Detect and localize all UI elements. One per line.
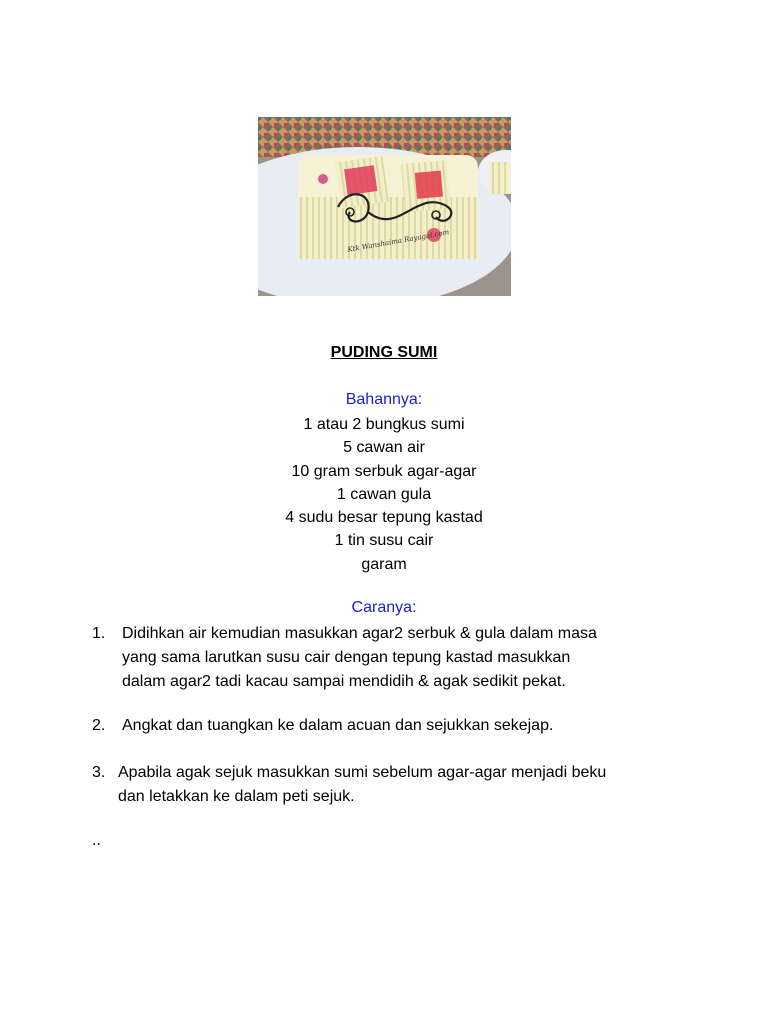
ingredient-item: 10 gram serbuk agar-agar: [291, 462, 477, 480]
ingredient-item: 4 sudu besar tepung kastad: [285, 509, 483, 527]
step-number: 1.: [92, 625, 106, 642]
step-number: 3.: [92, 764, 106, 781]
ingredient-item: 1 cawan gula: [336, 485, 432, 503]
step-3: [92, 761, 692, 809]
step-2: [92, 714, 692, 738]
step-line: Apabila agak sejuk masukkan sumi sebelum agar-agar menjadi beku: [118, 764, 607, 781]
watermark-text: Ktk Wanshaima Rayagal.com: [346, 228, 450, 254]
step-1: [92, 622, 692, 694]
pudding-photo: [258, 117, 511, 296]
step-line: dan letakkan ke dalam peti sejuk.: [118, 788, 355, 805]
ingredient-item: 1 atau 2 bungkus sumi: [303, 416, 465, 433]
ingredients-heading: Bahannya:: [345, 391, 423, 408]
ingredient-item: 5 cawan air: [343, 439, 425, 457]
ingredient-item: garam: [361, 555, 407, 573]
method-heading: Caranya:: [351, 599, 417, 616]
step-number: 2.: [92, 717, 106, 734]
trailing-dots: ..: [92, 832, 101, 849]
ingredients-list: [0, 413, 768, 576]
step-line: yang sama larutkan susu cair dengan tepung kastad masukkan: [122, 649, 571, 666]
ingredient-item: 1 tin susu cair: [334, 532, 434, 550]
step-line: dalam agar2 tadi kacau sampai mendidih & agak sedikit pekat.: [122, 673, 566, 690]
step-line: Didihkan air kemudian masukkan agar2 serbuk & gula dalam masa: [122, 625, 597, 642]
step-line: Angkat dan tuangkan ke dalam acuan dan sejukkan sekejap.: [122, 717, 554, 734]
recipe-title: PUDING SUMI: [330, 344, 438, 361]
